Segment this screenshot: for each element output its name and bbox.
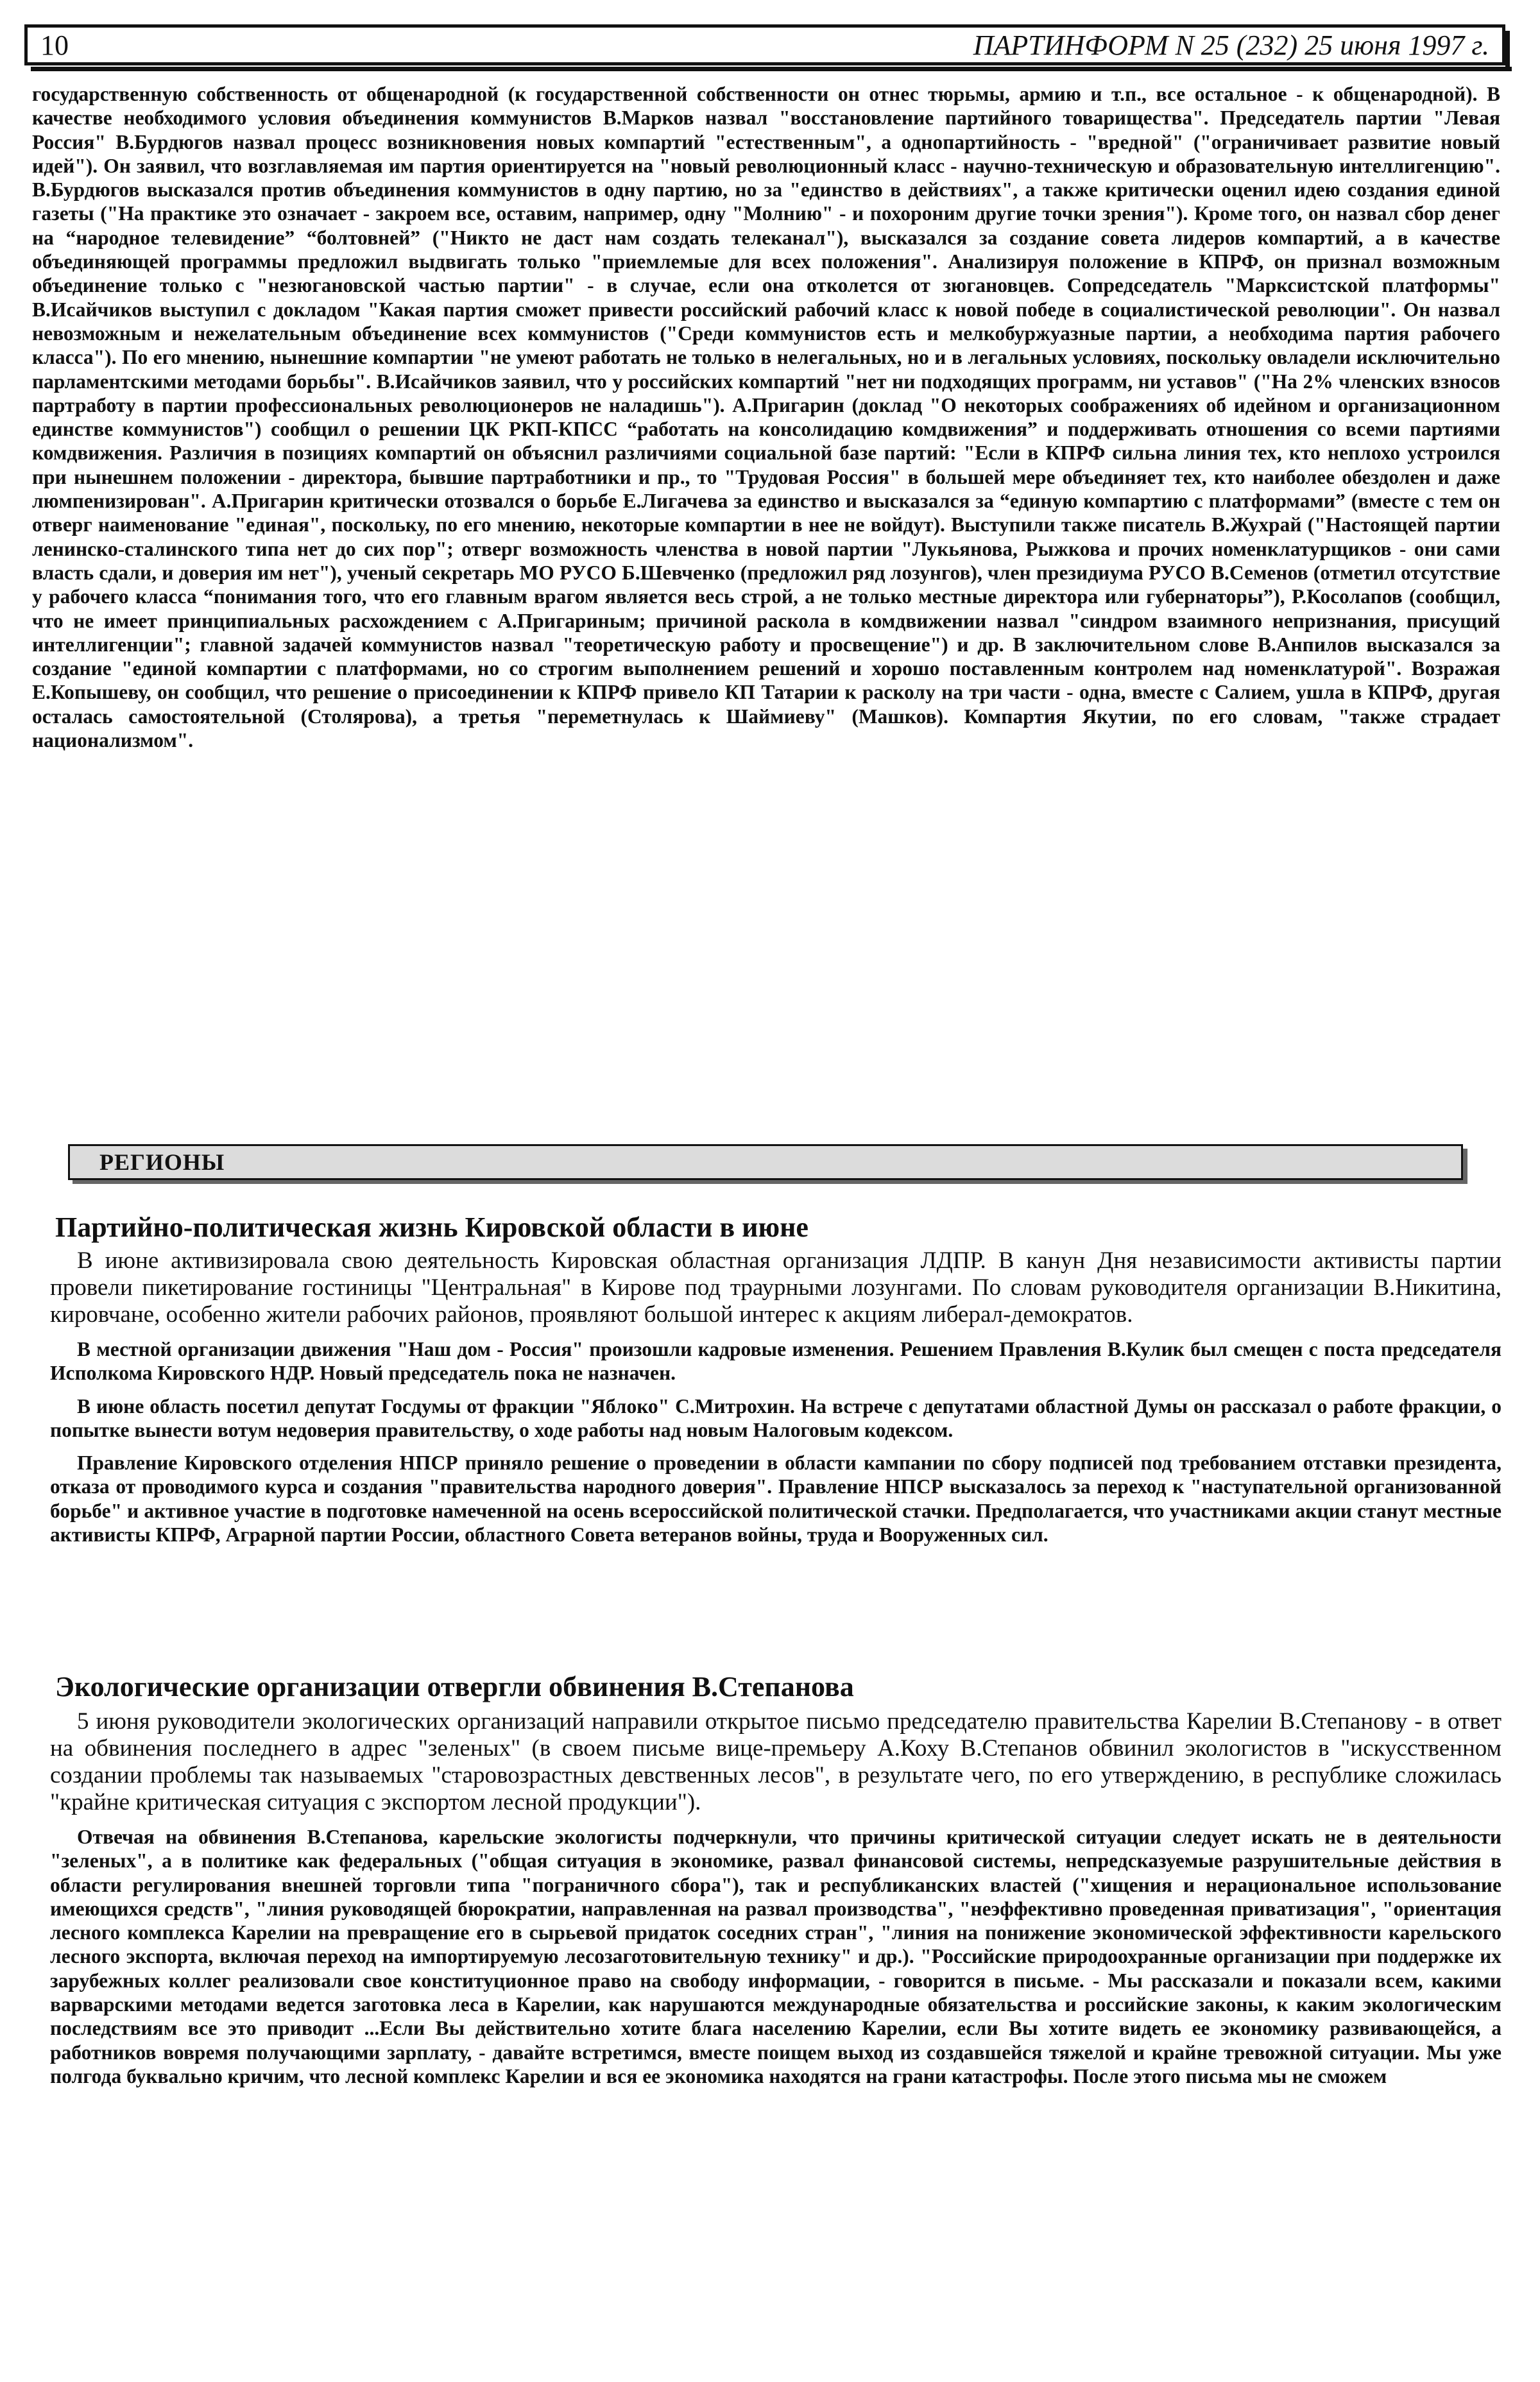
page-header	[24, 24, 1505, 65]
header-shadow	[31, 67, 1512, 71]
article1-paragraph: В местной организации движения "Наш дом - Россия" произошли кадровые изменения. Решением Правления В.Кулик был смещен с поста председателя Исполкома Кировского НДР. Новый председатель пока не назначен.	[50, 1338, 1502, 1385]
section-banner	[68, 1144, 1463, 1180]
section-shadow	[73, 1180, 1467, 1184]
article2-lead: 5 июня руководители экологических организаций направили открытое письмо председателю правительства Карелии В.Степанову - в ответ на обвинения последнего в адрес "зеленых" (в своем письме вице-премьеру А.Коху В.Степанов обвинил экологистов в "искусственном создании проблемы так называемых "старовозрастных девственных лесов", в результате чего, по его утверждению, в республике сложилась "крайне критическая ситуация с экспортом лесной продукции").	[50, 1708, 1502, 1815]
article1-lead: В июне активизировала свою деятельность Кировская областная организация ЛДПР. В канун Дня независимости активисты партии провели пикетирование гостиницы "Центральная" в Кирове под траурными лозунгами. По словам руководителя организации В.Никитина, кировчане, особенно жители рабочих районов, проявляют большой интерес к акциям либерал-демократов.	[50, 1247, 1502, 1328]
section-label: РЕГИОНЫ	[99, 1149, 225, 1175]
publication-title: ПАРТИНФОРМ N 25 (232) 25 июня 1997 г.	[973, 29, 1489, 61]
article2-paragraph: Отвечая на обвинения В.Степанова, карельские экологисты подчеркнули, что причины критической ситуации следует искать не в деятельности "зеленых", а в политике как федеральных ("общая ситуация в экономике, развал финансовой системы, непредсказуемые разрушительные действия в области регулирования внешней торговли типа "пограничного сбора"), так и республиканских властей ("хищения и нерациональное использование имеющихся средств", "линия руководящей бюрократии, направленная на развал производства", "неэффективно проведенная приватизация", "ориентация лесного комплекса Карелии на превращение его в сырьевой придаток соседних стран", "линия на понижение экономической эффективности карельского лесного экспорта, включая переход на импортируемую лесозаготовительную технику" и др.). "Российские природоохранные организации при поддержке их зарубежных коллег реализовали свое конституционное право на свободу информации, - говорится в письме. - Мы рассказали и показали всем, какими варварскими методами ведется заготовка леса в Карелии, как нарушаются международные обязательства и российские законы, к каким экологическим последствиям все это приводит ...Если Вы действительно хотите блага населению Карелии, если Вы хотите видеть ее экономику развивающейся, а работников вовремя получающими зарплату, - давайте встретимся, вместе поищем выход из создавшейся тяжелой и крайне тревожной ситуации. Мы уже полгода буквально кричим, что лесной комплекс Карелии и вся ее экономика находятся на грани катастрофы. После этого письма мы не сможем	[50, 1826, 1502, 2087]
page-number: 10	[40, 29, 69, 61]
article1-headline: Партийно-политическая жизнь Кировской области в июне	[55, 1212, 809, 1243]
article2-body	[50, 1708, 1502, 2088]
article2-headline: Экологические организации отвергли обвинения В.Степанова	[55, 1671, 854, 1702]
section-shadow-right	[1463, 1149, 1467, 1184]
article1-body	[50, 1247, 1502, 1547]
article1-paragraph: Правление Кировского отделения НПСР приняло решение о проведении в области кампании по сбору подписей под требованием отставки президента, отказа от проводимого курса и создания "правительства народного доверия". Правление НПСР высказалось за переход к "наступательной организованной борьбе" и активное участие в подготовке намеченной на осень всероссийской политической стачки. Предполагается, что участниками акции станут местные активисты КПРФ, Аграрной партии России, областного Совета ветеранов войны, труда и Вооруженных сил.	[50, 1452, 1502, 1547]
article1-paragraph: В июне область посетил депутат Госдумы от фракции "Яблоко" С.Митрохин. На встрече с депутатами областной Думы он рассказал о работе фракции, о попытке вынести вотум недоверия правительству, о ходе работы над новым Налоговым кодексом.	[50, 1394, 1502, 1441]
header-shadow-right	[1505, 31, 1510, 71]
intro-paragraph: государственную собственность от общенародной (к государственной собственности он отнес тюрьмы, армию и т.п., все остальное - к общенародной). В качестве необходимого условия объединения коммунистов В.Марков назвал "восстановление партийного товарищества". Председатель партии "Левая Россия" В.Бурдюгов назвал процесс возникновения новых компартий "естественным", а однопартийность - "вредной" ("ограничивает развитие новый идей"). Он заявил, что возглавляемая им партия ориентируется на "новый революционный класс - научно-техническую и образовательную интеллигенцию". В.Бурдюгов высказался против объединения коммунистов в одну партию, но за "единство в действиях", а также критически оценил идею создания единой газеты ("На практике это означает - закроем все, оставим, например, одну "Молнию" - и похороним другие точки зрения"). Кроме того, он назвал сбор денег на “народное телевидение” “болтовней” ("Никто не даст нам создать телеканал"), высказался за создание совета лидеров компартий, а в качестве объединяющей программы предложил выдвигать только "приемлемые для всех положения". Анализируя положение в КПРФ, он признал возможным объединение только с "незюгановской частью партии" - в случае, если она отколется от зюгановцев. Сопредседатель "Марксистской платформы" В.Исайчиков выступил с докладом "Какая партия сможет привести российский рабочий класс к новой победе в социалистической революции". Он назвал невозможным и нежелательным объединение всех коммунистов ("Среди коммунистов есть и мелкобуржуазные партии, а необходима партия рабочего класса"). По его мнению, нынешние компартии "не умеют работать не только в нелегальных, но и в легальных условиях, поскольку овладели исключительно парламентскими методами борьбы". В.Исайчиков заявил, что у российских компартий "нет ни подходящих программ, ни уставов" ("На 2% членских взносов партработу в партии профессиональных революционеров не наладишь"). А.Пригарин (доклад "О некоторых соображениях об идейном и организационном единстве коммунистов") сообщил о решении ЦК РКП-КПСС “работать на консолидацию комдвижения” и поддерживать отношения со всеми партиями комдвижения. Различия в позициях компартий он объяснил различиями социальной базе партий: "Если в КПРФ сильна линия тех, кто неплохо устроился при нынешнем положении - директора, бывшие партработники и пр., то "Трудовая Россия" в большей мере объединяет тех, кто наиболее обездолен и даже люмпенизирован". А.Пригарин критически отозвался о борьбе Е.Лигачева за единство и высказался за “единую компартию с платформами” (вместе с тем он отверг наименование "единая", поскольку, по его мнению, некоторые компартии в нее не войдут). Выступили также писатель В.Жухрай ("Настоящей партии ленинско-сталинского типа нет до сих пор"; отверг возможность членства в новой партии "Лукьянова, Рыжкова и прочих номенклатурщиков - они сами власть сдали, и доверия им нет"), ученый секретарь МО РУСО Б.Шевченко (предложил ряд лозунгов), член президиума РУСО В.Семенов (отметил отсутствие у рабочего класса “понимания того, что его главным врагом является весь строй, а не только местные директора или губернаторы”), Р.Косолапов (сообщил, что не имеет принципиальных расхождением с А.Пригариным; причиной раскола в комдвижении назвал "синдром взаимного непризнания, присущий интеллигенции"; главной задачей коммунистов назвал "теоретическую работу и просвещение") и др. В заключительном слове В.Анпилов высказался за создание "единой компартии с платформами, но со строгим выполнением решений и хорошо поставленным контролем над номенклатурой". Возражая Е.Копышеву, он сообщил, что решение о присоединении к КПРФ привело КП Татарии к расколу на три части - одна, вместе с Салием, ушла в КПРФ, другая осталась самостоятельной (Столярова), а третья "переметнулась к Шаймиеву" (Машков). Компартия Якутии, по его словам, "также страдает национализмом".	[32, 83, 1500, 752]
intro-column	[32, 82, 1500, 752]
